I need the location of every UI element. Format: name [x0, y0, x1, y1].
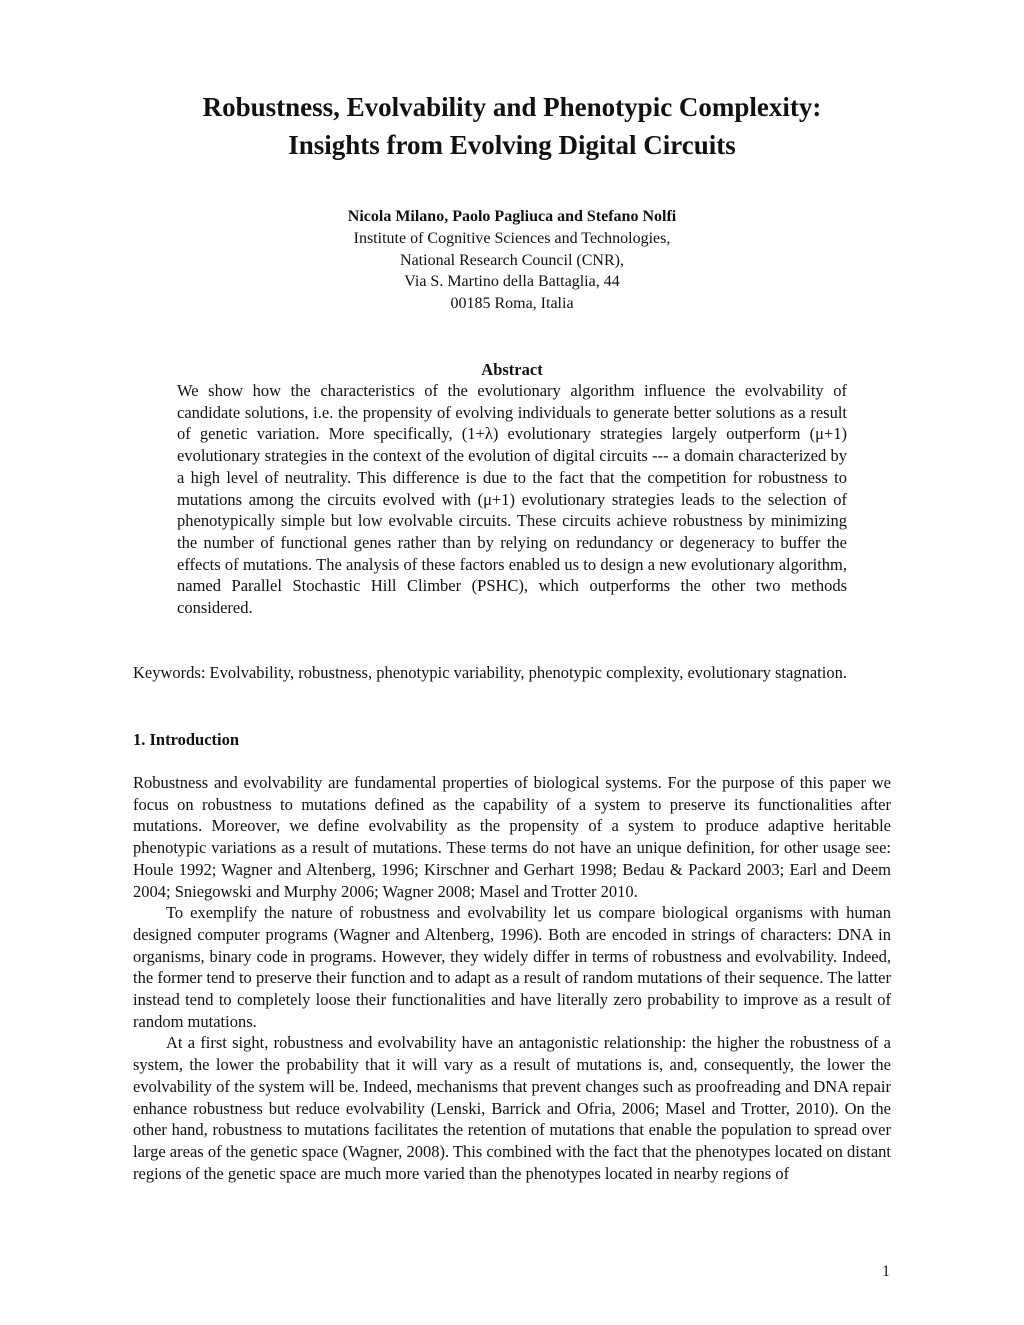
keywords: Keywords: Evolvability, robustness, phenotypic variability, phenotypic complexity, evolutionary stagnation.: [133, 663, 847, 682]
author-block: [100, 206, 924, 315]
title-line-2: Insights from Evolving Digital Circuits: [288, 130, 736, 160]
paragraph: At a first sight, robustness and evolvability have an antagonistic relationship: the higher the robustness of a system, the lower the probability that it will vary as a result of mutations is, and, consequently, the lower the evolvability of the system will be. Indeed, mechanisms that prevent changes such as proofreading and DNA repair enhance robustness but reduce evolvability (Lenski, Barrick and Ofria, 2006; Masel and Trotter, 2010). On the other hand, robustness to mutations facilitates the retention of mutations that enable the population to spread over large areas of the genetic space (Wagner, 2008). This combined with the fact that the phenotypes located on distant regions of the genetic space are much more varied than the phenotypes located in nearby regions of: [133, 1033, 891, 1183]
introduction-body: [133, 772, 891, 1184]
affiliation-line: Via S. Martino della Battaglia, 44: [404, 273, 620, 291]
title-line-1: Robustness, Evolvability and Phenotypic Complexity:: [202, 92, 822, 122]
affiliation-line: Institute of Cognitive Sciences and Technologies,: [353, 229, 671, 247]
author-names: Nicola Milano, Paolo Pagliuca and Stefano Nolfi: [347, 208, 677, 225]
affiliation-line: National Research Council (CNR),: [400, 251, 624, 269]
section-heading-introduction: 1. Introduction: [133, 730, 240, 749]
paragraph: To exemplify the nature of robustness and evolvability let us compare biological organisms with human designed computer programs (Wagner and Altenberg, 1996). Both are encoded in strings of characters: DNA in organisms, binary code in programs. However, they widely differ in terms of robustness and evolvability. Indeed, the former tend to preserve their function and to adapt as a result of random mutations of their sequence. The latter instead tend to completely loose their functionalities and have literally zero probability to improve as a result of random mutations.: [133, 903, 891, 1031]
affiliation-line: 00185 Roma, Italia: [450, 295, 574, 313]
abstract-text: We show how the characteristics of the evolutionary algorithm influence the evolvability of candidate solutions, i.e. the propensity of evolving individuals to generate better solutions as a result of genetic variation. More specifically, (1+λ) evolutionary strategies largely outperform (μ+1) evolutionary strategies in the context of the evolution of digital circuits --- a domain characterized by a high level of neutrality. This difference is due to the fact that the competition for robustness to mutations among the circuits evolved with (μ+1) evolutionary strategies leads to the selection of phenotypically simple but low evolvable circuits. These circuits achieve robustness by minimizing the number of functional genes rather than by relying on redundancy or degeneracy to buffer the effects of mutations. The analysis of these factors enabled us to design a new evolutionary algorithm, named Parallel Stochastic Hill Climber (PSHC), which outperforms the other two methods considered.: [177, 381, 847, 618]
paragraph: Robustness and evolvability are fundamental properties of biological systems. For the purpose of this paper we focus on robustness to mutations defined as the capability of a system to preserve its functionalities after mutations. Moreover, we define evolvability as the propensity of a system to produce adaptive heritable phenotypic variations as a result of mutations. These terms do not have an unique definition, for other usage see: Houle 1992; Wagner and Altenberg, 1996; Kirschner and Gerhart 1998; Bedau & Packard 2003; Earl and Deem 2004; Sniegowski and Murphy 2006; Wagner 2008; Masel and Trotter 2010.: [133, 773, 891, 901]
page-number: 1: [882, 1263, 890, 1280]
paper-title: [100, 88, 924, 164]
abstract-heading: Abstract: [481, 360, 543, 379]
